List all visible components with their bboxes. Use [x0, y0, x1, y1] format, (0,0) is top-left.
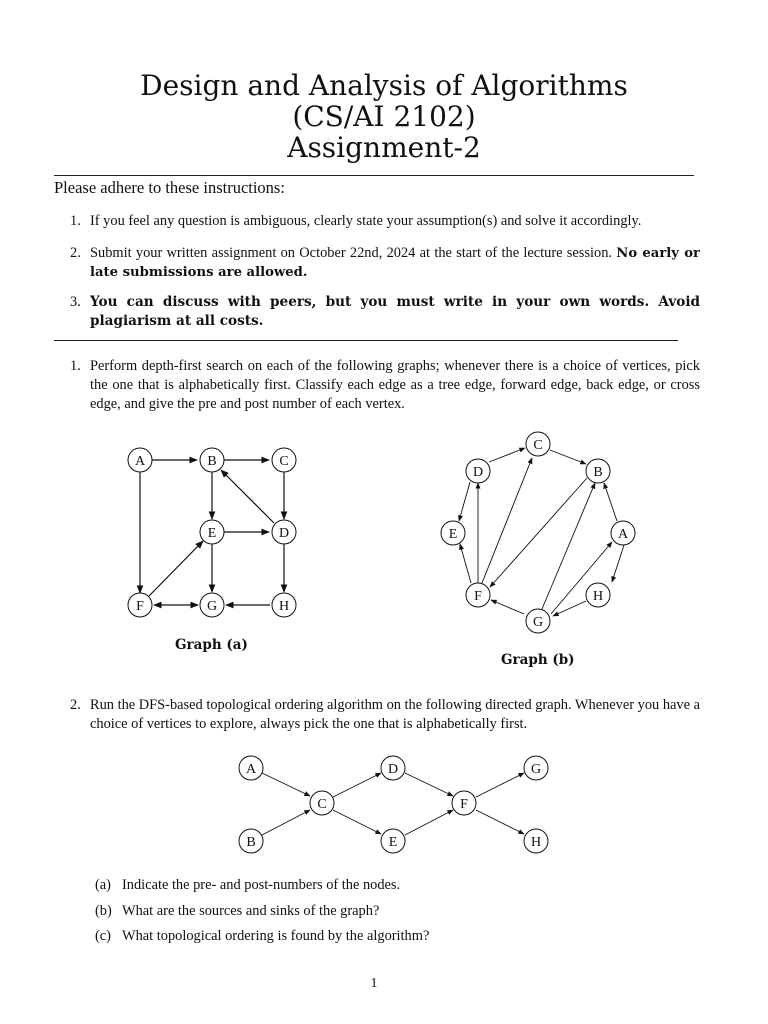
edge-d-e	[459, 482, 470, 521]
graph-b-label-e: E	[448, 527, 458, 542]
subquestion-text: What topological ordering is found by the algorithm?	[122, 928, 430, 944]
edge-a-c	[262, 773, 310, 796]
instruction-text: If you feel any question is ambiguous, clearly state your assumption(s) and solve it accordingly.	[90, 213, 642, 229]
graph-a-label-f: F	[136, 599, 144, 614]
graph-c-label-c: C	[317, 797, 327, 812]
graph-c-label-h: H	[530, 835, 542, 850]
graph-a-caption: Graph (a)	[175, 637, 248, 653]
question-number: 1.	[70, 358, 81, 374]
graph-a-label-b: B	[207, 454, 217, 469]
edge-a-b	[604, 483, 617, 521]
subquestion-text: Indicate the pre- and post-numbers of the nodes.	[122, 877, 401, 893]
edge-e-f	[405, 810, 453, 835]
graph-c-label-d: D	[387, 762, 399, 777]
graph-a-label-h: H	[278, 599, 290, 614]
title-line-1: Design and Analysis of Algorithms	[140, 69, 628, 102]
graph-b-label-a: A	[617, 527, 629, 542]
edge-d-b	[221, 470, 274, 523]
graph-a-label-g: G	[206, 599, 218, 614]
question-text: Perform depth-first search on each of the following graphs; whenever there is a choice of vertices, pick the one that is alphabetically first. Classify each edge as a tree edge, forward edge, back edge, or cross edge, and give the pre and post number of each vertex.	[90, 358, 700, 412]
instruction-number: 1.	[70, 213, 81, 229]
graph-c-label-e: E	[388, 835, 398, 850]
graph-a-label-a: A	[134, 454, 146, 469]
graph-c-label-b: B	[246, 835, 256, 850]
instruction-bold: No early or late submissions are allowed.	[90, 246, 700, 280]
edge-b-f	[490, 478, 587, 587]
graph-a-label-d: D	[278, 526, 290, 541]
graph-b-label-d: D	[472, 465, 484, 480]
edge-g-f	[491, 600, 524, 614]
instruction-number: 2.	[70, 245, 81, 261]
edge-h-a	[612, 545, 624, 582]
question-text: Run the DFS-based topological ordering algorithm on the following directed graph. Whenever you have a choice of vertices to explore, always pick the one that is alphabetically first.	[90, 697, 700, 732]
edge-f-e	[149, 541, 203, 596]
instruction-plain: Submit your written assignment on October 22nd, 2024 at the start of the lecture session.	[90, 245, 612, 261]
subquestion-c	[95, 928, 429, 945]
subquestion-text: What are the sources and sinks of the graph?	[122, 903, 380, 919]
edge-c-d	[333, 773, 381, 797]
page-number: 1	[370, 976, 378, 991]
subquestion-label: (b)	[95, 903, 112, 919]
edge-d-c	[489, 448, 525, 462]
graph-b-label-b: B	[593, 465, 603, 480]
graph-c-labels	[246, 762, 541, 850]
edge-c-b	[550, 450, 586, 464]
title-line-2: (CS/AI 2102)	[292, 100, 476, 133]
edge-c-e	[333, 810, 381, 834]
graph-a-label-c: C	[279, 454, 289, 469]
edge-d-f	[405, 773, 453, 796]
graph-b-label-g: G	[532, 615, 544, 630]
instruction-number: 3.	[70, 294, 81, 310]
question-number: 2.	[70, 697, 81, 713]
instruction-bold: You can discuss with peers, but you must write in your own words. Avoid plagiarism at all costs.	[90, 294, 700, 329]
edge-f-h	[476, 810, 524, 834]
graph-a-label-e: E	[207, 526, 217, 541]
edge-h-g	[553, 601, 586, 616]
graph-b-label-h: H	[592, 589, 604, 604]
instructions-intro: Please adhere to these instructions:	[54, 178, 285, 197]
graph-c-label-f: F	[460, 797, 468, 812]
title-line-3: Assignment-2	[287, 131, 481, 164]
edge-f-c	[482, 458, 532, 583]
graph-c-edges	[262, 773, 524, 835]
graph-c-label-g: G	[530, 762, 542, 777]
subquestion-b	[95, 903, 379, 920]
subquestion-label: (c)	[95, 928, 111, 944]
edge-f-e	[460, 544, 471, 583]
graph-b-label-c: C	[533, 438, 543, 453]
graph-c-label-a: A	[245, 762, 257, 777]
graph-b-labels	[449, 438, 629, 630]
graph-b-caption: Graph (b)	[501, 652, 575, 668]
subquestion-label: (a)	[95, 877, 111, 893]
edge-b-c	[262, 810, 310, 835]
edge-f-g	[476, 773, 524, 797]
subquestion-a	[95, 877, 400, 894]
graph-b-label-f: F	[474, 589, 482, 604]
